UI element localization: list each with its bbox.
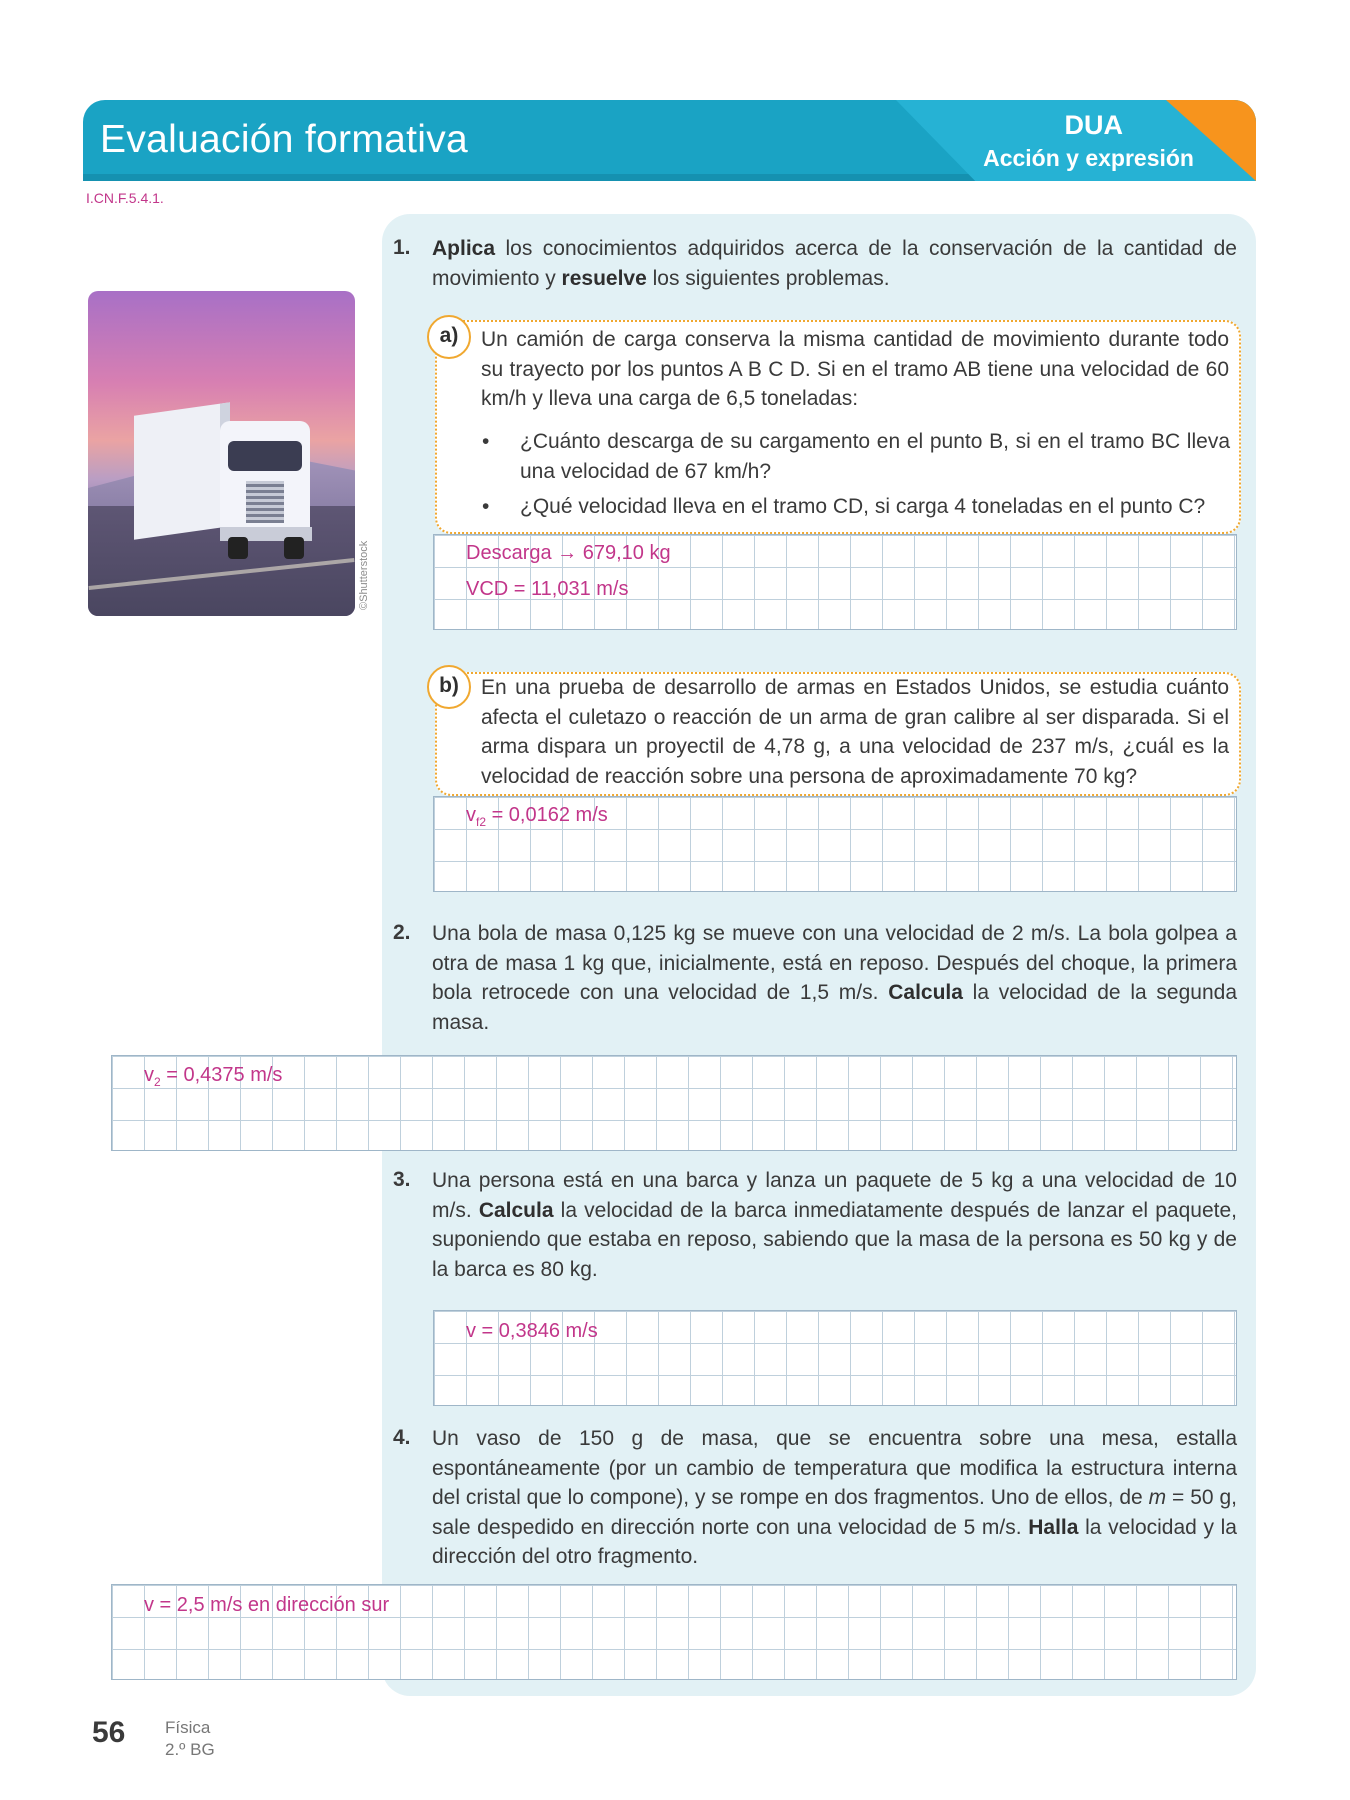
answer-2	[144, 1064, 282, 1089]
answer-value: = 0,4375 m/s	[160, 1064, 283, 1086]
indicator-code: I.CN.F.5.4.1.	[86, 190, 164, 206]
subquestion-b-text: En una prueba de desarrollo de armas en Estados Unidos, se estudia cuánto afecta el culetazo o reacción de un arma de gran calibre al ser disparada. Si el arma dispara un proyectil de 4,78 g, a una velocidad de 237 m/s, ¿cuál es la velocidad de reacción sobre una persona de aproximadamente 70 kg?	[481, 676, 1229, 788]
list-item: • ¿Qué velocidad lleva en el tramo CD, si carga 4 toneladas en el punto C?	[480, 492, 1230, 522]
q2-text-part: Una bola de masa 0,125 kg se mueve con una velocidad de 2 m/s. La bola golpea a otra de masa 1 kg que, inicialmente, está en reposo. Después del choque, la primera bola retrocede con una velocidad de 1,5 m/s.	[432, 922, 1237, 1004]
q3-text-part: Una persona está en una barca y lanza un paquete de 5 kg a una velocidad de 10 m/s.	[432, 1169, 1237, 1222]
dua-subtitle: Acción y expresión	[983, 145, 1194, 171]
q4-verb: Halla	[1028, 1515, 1079, 1539]
footer-subject: Física	[165, 1718, 211, 1737]
question-4-text	[432, 1424, 1237, 1572]
answer-1a-velocidad: VCD = 11,031 m/s	[466, 578, 629, 600]
question-number: 2.	[393, 921, 411, 944]
q2-verb: Calcula	[888, 981, 963, 1004]
answer-var: v	[466, 804, 476, 826]
section-title: Evaluación formativa	[100, 118, 469, 161]
q3-text-part: la velocidad de la barca inmediatamente después de lanzar el paquete, suponiendo que estaba en reposo, sabiendo que la masa de la persona es 50 kg y de la barca es 80 kg.	[432, 1198, 1237, 1281]
answer-value: = 0,0162 m/s	[486, 804, 608, 826]
answer-1b	[466, 804, 608, 829]
q1-text-part: los conocimientos adquiridos acerca de la conservación de la cantidad de movimiento y	[432, 237, 1237, 290]
q1-verb-aplica: Aplica	[432, 237, 496, 260]
subquestion-a-bullets	[480, 427, 1230, 528]
page-number: 56	[92, 1716, 126, 1749]
q4-mass-symbol: m	[1148, 1486, 1167, 1509]
answer-1a-descarga: Descarga → 679,10 kg	[466, 542, 671, 564]
question-2-text	[432, 919, 1237, 1037]
question-number: 3.	[393, 1168, 411, 1191]
subquestion-a-text: Un camión de carga conserva la misma cantidad de movimiento durante todo su trayecto por los puntos A B C D. Si en el tramo AB tiene una velocidad de 60 km/h y lleva una carga de 6,5 toneladas:	[481, 328, 1229, 410]
truck-photo	[88, 291, 355, 616]
q3-verb: Calcula	[478, 1198, 554, 1222]
question-3-text	[432, 1166, 1237, 1284]
answer-4: v = 2,5 m/s en dirección sur	[144, 1594, 390, 1616]
question-number: 1.	[393, 236, 411, 259]
photo-credit: ©Shutterstock	[358, 540, 370, 610]
subquestion-a-label: a)	[427, 315, 471, 359]
truck-trailer	[134, 402, 230, 539]
answer-subscript: f2	[476, 815, 487, 829]
footer-grade: 2.º BG	[165, 1740, 215, 1759]
q2-text-part: la velocidad de la segunda masa.	[432, 981, 1237, 1034]
answer-subscript: 2	[154, 1075, 161, 1089]
answer-3: v = 0,3846 m/s	[466, 1320, 598, 1342]
q4-text-part: = 50 g, sale despedido en dirección norte con una velocidad de 5 m/s.	[432, 1486, 1237, 1539]
q1-verb-resuelve: resuelve	[561, 266, 647, 290]
subquestion-b-label: b)	[427, 665, 471, 709]
q4-text-part: Un vaso de 150 g de masa, que se encuentra sobre una mesa, estalla espontáneamente (por un cambio de temperatura que modifica la estructura interna del cristal que lo compone), y se rompe en dos fragmentos. Uno de ellos, de	[432, 1427, 1237, 1509]
dua-label: DUA	[1064, 110, 1123, 140]
list-item: • ¿Cuánto descarga de su cargamento en el punto B, si en el tramo BC lleva una velocidad de 67 km/h?	[480, 427, 1230, 486]
question-1-text	[432, 234, 1237, 293]
section-header	[83, 100, 1256, 181]
q1-text-part: los siguientes problemas.	[646, 266, 890, 290]
q4-text-part: la velocidad y la dirección del otro fragmento.	[432, 1515, 1237, 1568]
question-number: 4.	[393, 1426, 411, 1449]
answer-var: v	[144, 1064, 154, 1086]
